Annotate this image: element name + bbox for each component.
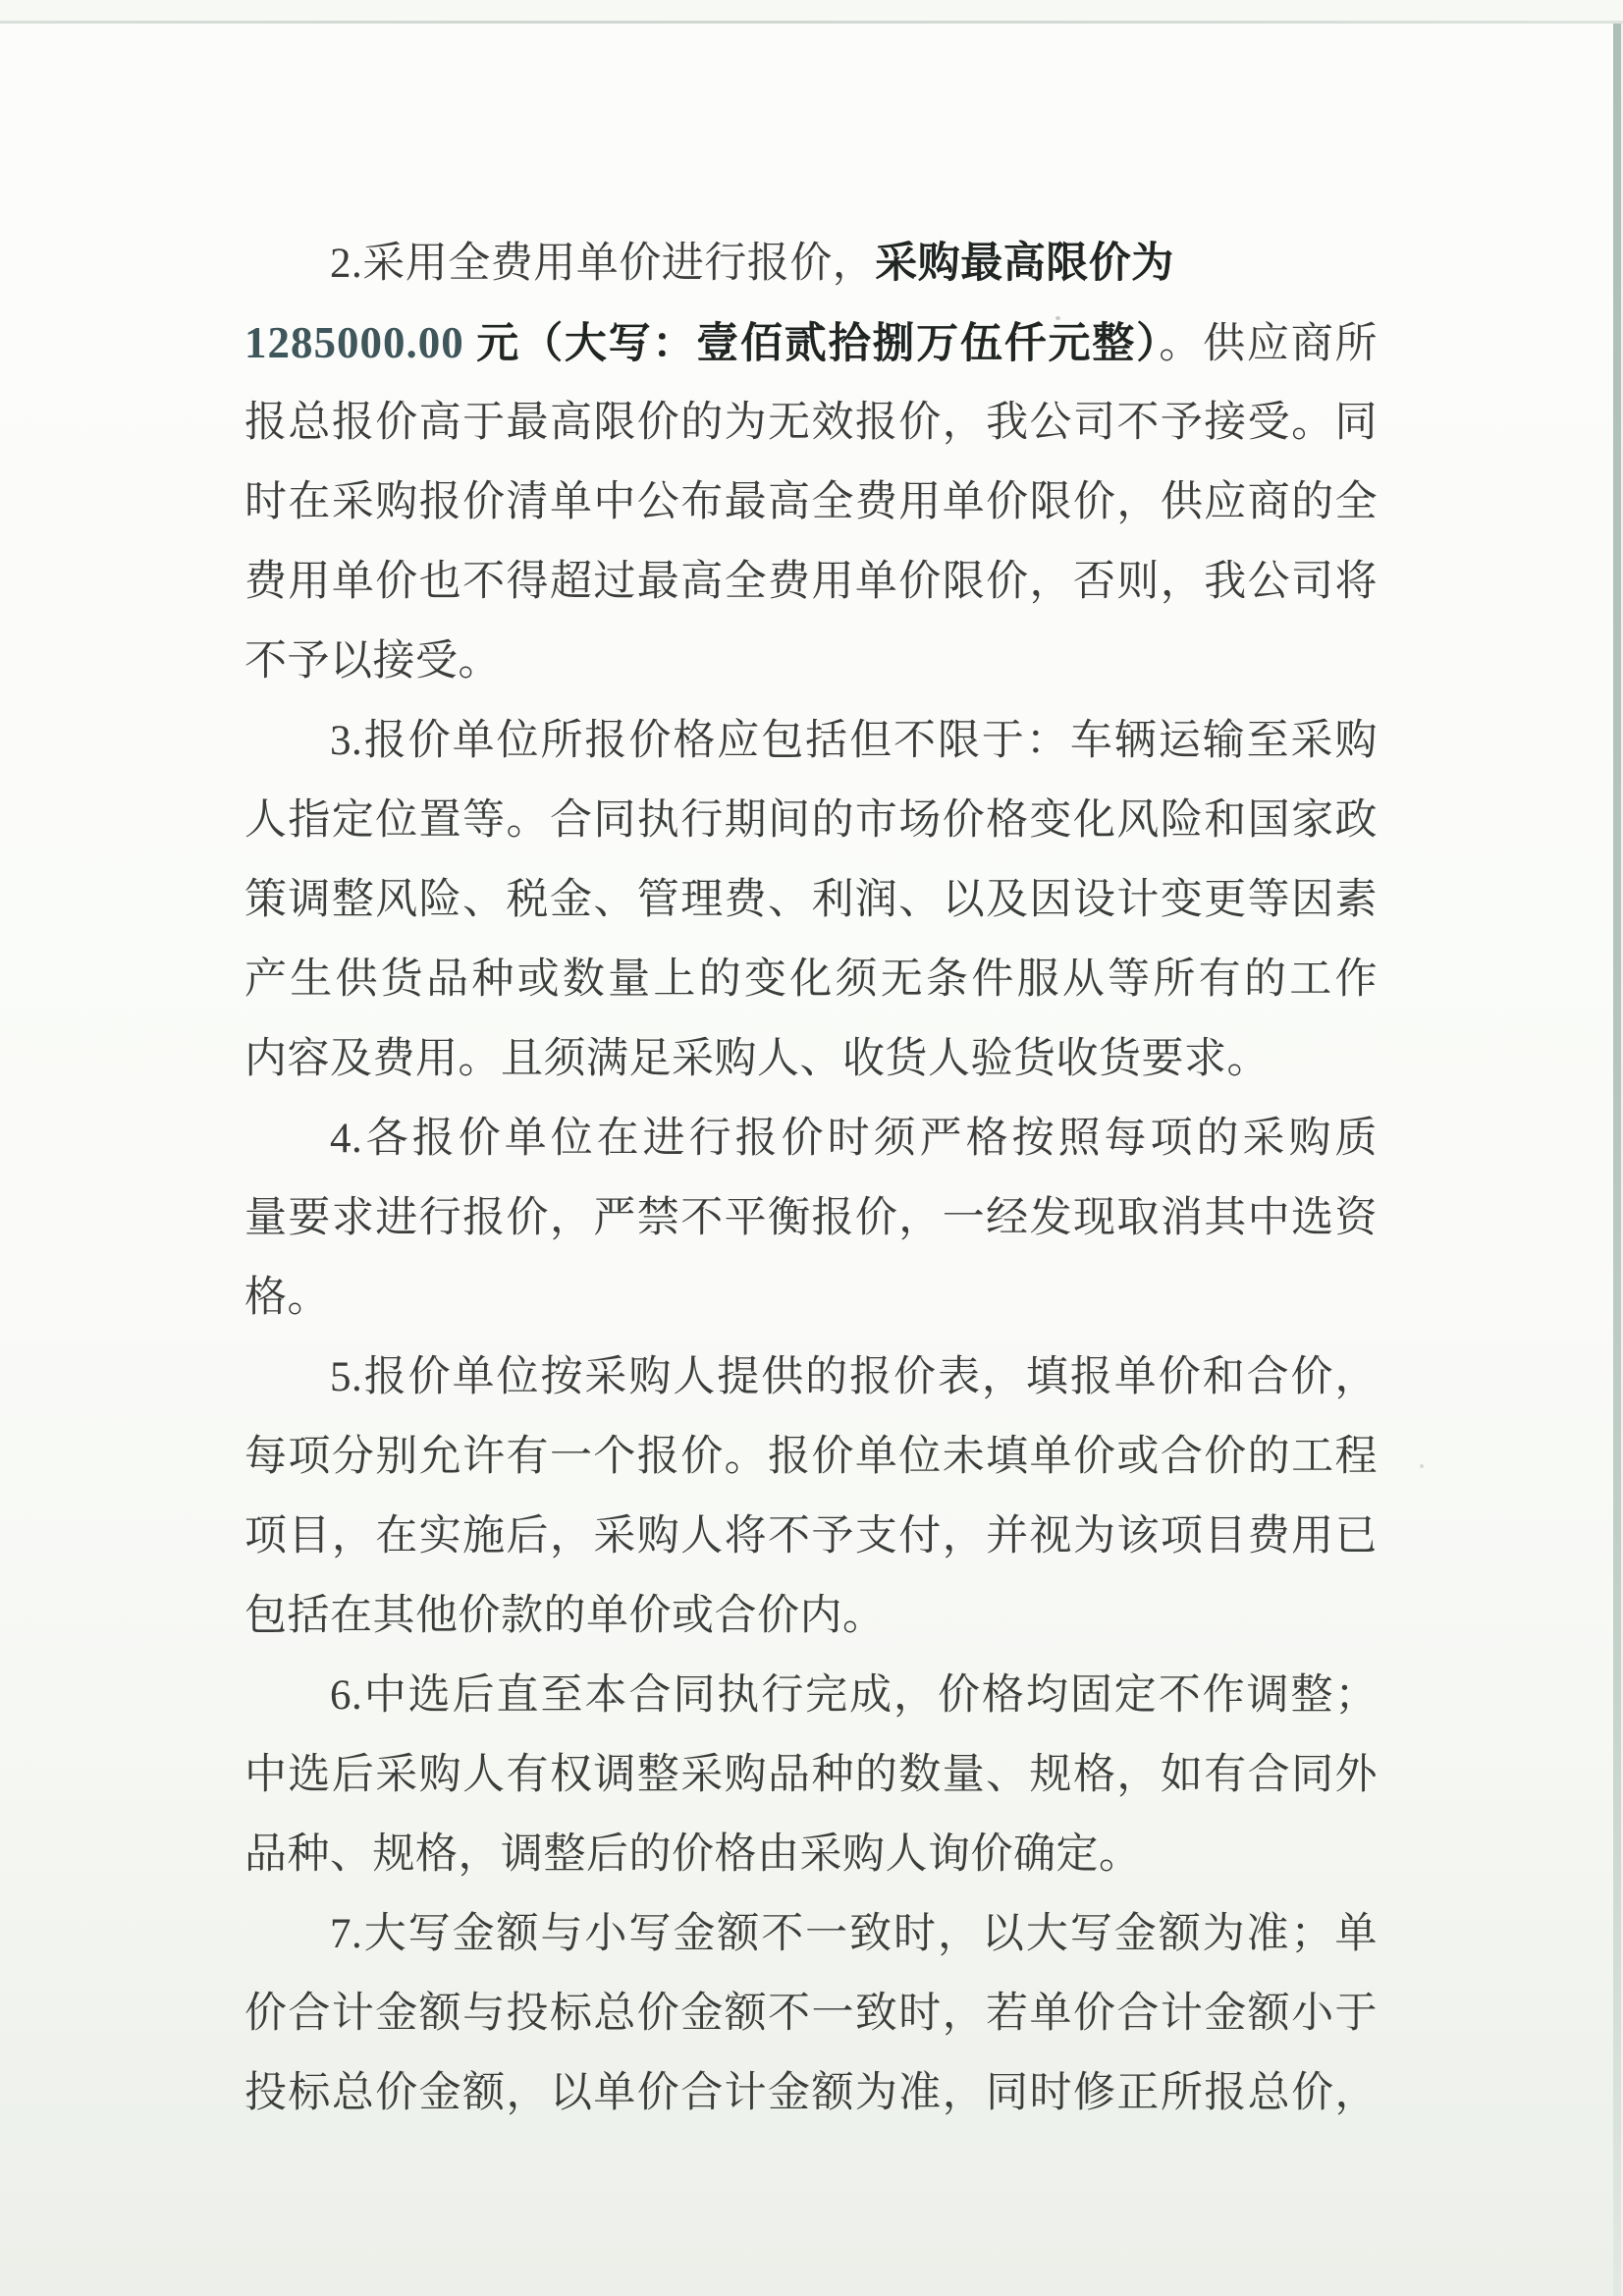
text-line (244, 1019, 1378, 1099)
text-segment: 内容及费用。且须满足采购人、收货人验货收货要求。 (244, 1036, 1270, 1082)
text-line (244, 2053, 1378, 2133)
text-segment: 品种、规格，调整后的价格由采购人询价确定。 (244, 1831, 1142, 1878)
text-line (244, 1735, 1378, 1815)
text-line (244, 1178, 1378, 1258)
text-segment: 费用单价也不得超过最高全费用单价限价，否则，我公司将 (244, 559, 1378, 605)
text-segment: 中选后采购人有权调整采购品种的数量、规格，如有合同外 (244, 1752, 1378, 1798)
text-line (244, 383, 1378, 463)
text-line (244, 1099, 1378, 1178)
text-line (244, 1656, 1378, 1735)
text-segment: 包括在其他价款的单价或合价内。 (244, 1593, 886, 1639)
text-segment: 7.大写金额与小写金额不一致时，以大写金额为准；单 (330, 1911, 1378, 1957)
text-segment: 元（大写：壹佰贰拾捌万伍仟元整） (463, 321, 1160, 367)
text-segment: 4.各报价单位在进行报价时须严格按照每项的采购质 (330, 1116, 1378, 1162)
paragraph-item-3 (244, 701, 1378, 1099)
text-line (244, 1338, 1378, 1417)
amount-number: 1285000.00 (244, 318, 464, 367)
text-line (244, 1576, 1378, 1656)
paragraph-item-7 (244, 1894, 1378, 2133)
text-segment: 人指定位置等。合同执行期间的市场价格变化风险和国家政 (244, 797, 1378, 844)
text-segment: 量要求进行报价，严禁不平衡报价，一经发现取消其中选资 (244, 1195, 1378, 1241)
text-segment: 6.中选后直至本合同执行完成，价格均固定不作调整； (330, 1672, 1378, 1719)
text-block (244, 224, 1378, 2133)
text-segment: 每项分别允许有一个报价。报价单位未填单价或合价的工程 (244, 1434, 1378, 1480)
text-line (244, 463, 1378, 542)
text-segment: 策调整风险、税金、管理费、利润、以及因设计变更等因素 (244, 877, 1378, 923)
text-line (244, 1417, 1378, 1497)
scan-top-line (0, 21, 1623, 24)
paragraph-item-4 (244, 1099, 1378, 1338)
text-segment: 时在采购报价清单中公布最高全费用单价限价，供应商的全 (244, 479, 1378, 525)
text-line (244, 1258, 1378, 1338)
paragraph-item-5 (244, 1338, 1378, 1656)
text-line (244, 224, 1378, 303)
text-segment: 格。 (244, 1275, 330, 1321)
text-segment: 采购最高限价为 (875, 241, 1174, 287)
text-segment: 3.报价单位所报价格应包括但不限于：车辆运输至采购 (330, 718, 1378, 764)
text-segment: 不予以接受。 (244, 638, 501, 684)
text-line (244, 1894, 1378, 1974)
text-line (244, 1497, 1378, 1576)
text-line (244, 622, 1378, 701)
text-line (244, 1815, 1378, 1894)
text-line (244, 860, 1378, 940)
text-segment: 产生供货品种或数量上的变化须无条件服从等所有的工作 (244, 957, 1378, 1003)
paragraph-item-2 (244, 224, 1378, 701)
paragraph-item-6 (244, 1656, 1378, 1894)
scan-top-haze (0, 0, 1623, 21)
text-line (244, 1974, 1378, 2053)
text-segment: 投标总价金额，以单价合计金额为准，同时修正所报总价， (244, 2070, 1378, 2116)
scan-speck (1420, 1464, 1424, 1468)
page-edge-strip (1613, 24, 1621, 2296)
text-segment: 价合计金额与投标总价金额不一致时，若单价合计金额小于 (244, 1991, 1378, 2037)
text-line (244, 781, 1378, 860)
text-line (244, 303, 1378, 383)
text-segment: 2.采用全费用单价进行报价， (330, 241, 876, 287)
text-line (244, 542, 1378, 622)
text-line (244, 701, 1378, 781)
text-segment: 项目，在实施后，采购人将不予支付，并视为该项目费用已 (244, 1513, 1378, 1559)
text-segment: 5.报价单位按采购人提供的报价表，填报单价和合价， (330, 1354, 1378, 1400)
text-line (244, 940, 1378, 1019)
text-segment: 报总报价高于最高限价的为无效报价，我公司不予接受。同 (244, 400, 1378, 446)
text-segment: 。供应商所 (1159, 321, 1379, 367)
